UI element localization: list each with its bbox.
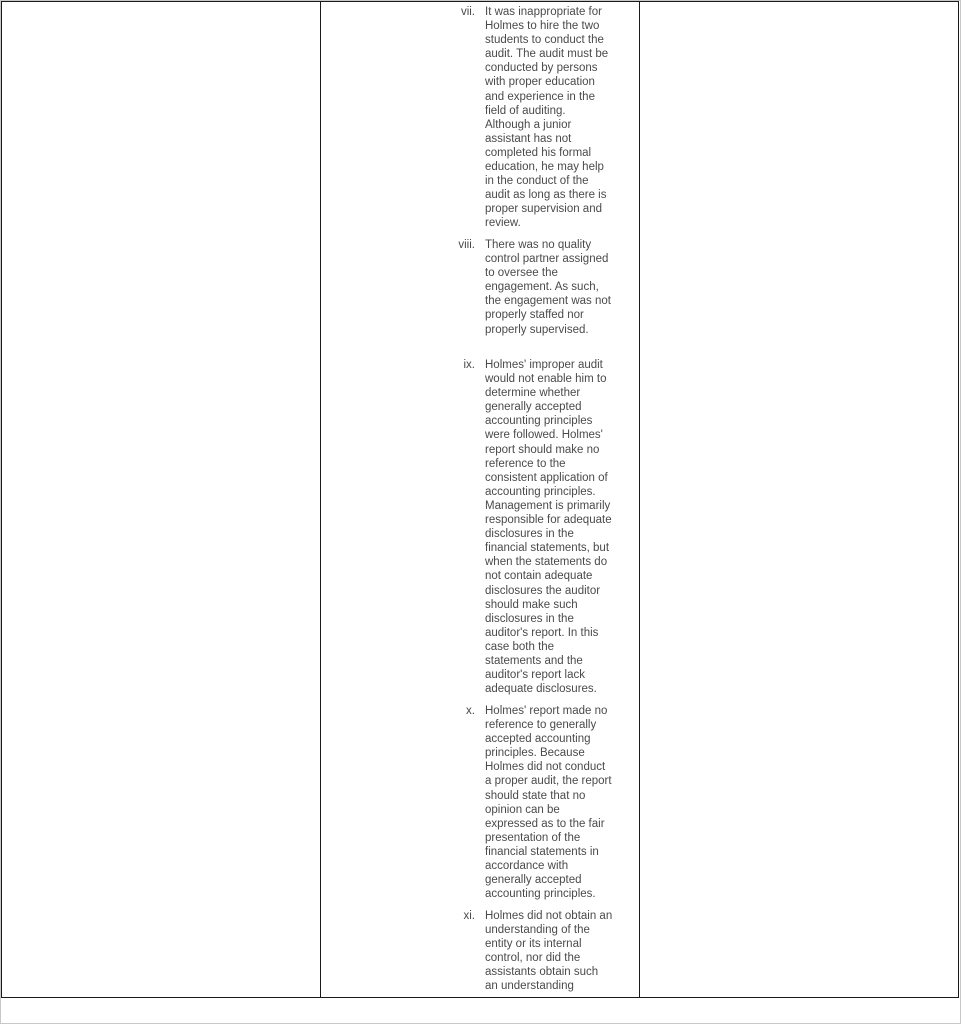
left-cell [2, 2, 321, 998]
list-text: Holmes did not obtain an understanding of the entity or its internal control, nor did the assistants obtain such an understanding [485, 910, 613, 993]
list-number: viii. [458, 239, 475, 251]
list-number: vii. [460, 6, 475, 18]
middle-cell [321, 2, 640, 998]
list-number: xi. [463, 910, 475, 922]
list-number: ix. [463, 359, 475, 371]
right-cell [640, 2, 959, 998]
document-table [1, 1, 959, 998]
table-row [2, 2, 959, 998]
list-text: There was no quality control partner assigned to oversee the engagement. As such, the engagement was not properly staffed nor properly supervised. [485, 239, 611, 336]
list-number: x. [466, 705, 475, 717]
list-text: Holmes' improper audit would not enable him to determine whether generally accepted accounting principles were followed. Holmes' report should make no reference to the consistent application of accounting principles. Management is primarily responsible for adequate disclosures in the financial statements, but when the statements do not contain adequate disclosures the auditor should make such disclosures in the auditor's report. In this case both the statements and the auditor's report lack adequate disclosures. [485, 359, 612, 696]
list-text: It was inappropriate for Holmes to hire the two students to conduct the audit. The audit must be conducted by persons with proper education and experience in the field of auditing. Although a junior assistant has not completed his formal education, he may help in the conduct of the audit as long as there is proper supervision and review. [485, 6, 609, 230]
list-text: Holmes' report made no reference to generally accepted accounting principles. Because Holmes did not conduct a proper audit, the report should state that no opinion can be expressed as to the fair presentation of the financial statements in accordance with generally accepted accounting principles. [485, 705, 612, 901]
